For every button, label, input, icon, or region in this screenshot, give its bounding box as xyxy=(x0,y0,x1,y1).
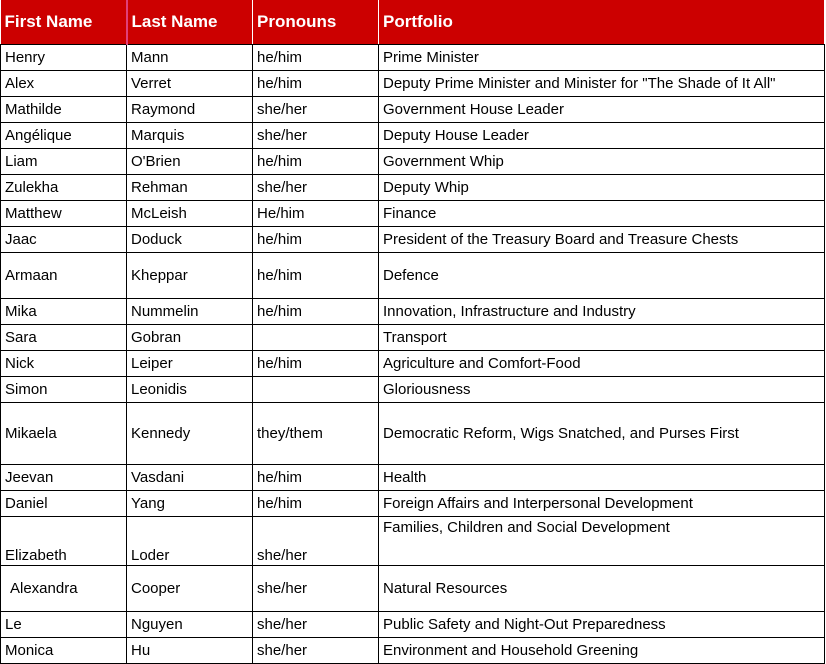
cell-first-name[interactable]: Alexandra xyxy=(1,566,127,612)
cell-first-name[interactable]: Nick xyxy=(1,351,127,377)
cell-last-name[interactable]: Leiper xyxy=(127,351,253,377)
table-row xyxy=(1,123,825,149)
cell-portfolio[interactable]: Gloriousness xyxy=(379,377,825,403)
cell-pronouns[interactable]: she/her xyxy=(253,638,379,664)
table-row xyxy=(1,566,825,612)
cell-pronouns[interactable]: he/him xyxy=(253,491,379,517)
cell-first-name[interactable]: Mika xyxy=(1,299,127,325)
table-row xyxy=(1,97,825,123)
cell-first-name[interactable]: Mikaela xyxy=(1,403,127,465)
cell-pronouns[interactable]: He/him xyxy=(253,201,379,227)
cell-portfolio[interactable]: Deputy Whip xyxy=(379,175,825,201)
cell-pronouns[interactable]: he/him xyxy=(253,71,379,97)
cell-last-name[interactable]: Loder xyxy=(127,517,253,566)
header-last-name[interactable]: Last Name xyxy=(127,0,253,45)
cell-first-name[interactable]: Jeevan xyxy=(1,465,127,491)
table-row xyxy=(1,638,825,664)
cell-last-name[interactable]: O'Brien xyxy=(127,149,253,175)
cell-pronouns[interactable]: he/him xyxy=(253,149,379,175)
cell-last-name[interactable]: Marquis xyxy=(127,123,253,149)
table-row xyxy=(1,299,825,325)
cell-last-name[interactable]: Cooper xyxy=(127,566,253,612)
header-first-name[interactable]: First Name xyxy=(1,0,127,45)
cell-first-name[interactable]: Angélique xyxy=(1,123,127,149)
cell-first-name[interactable]: Simon xyxy=(1,377,127,403)
cell-pronouns[interactable]: he/him xyxy=(253,227,379,253)
table-row xyxy=(1,491,825,517)
cell-portfolio[interactable]: Health xyxy=(379,465,825,491)
cell-pronouns[interactable] xyxy=(253,325,379,351)
header-pronouns[interactable]: Pronouns xyxy=(253,0,379,45)
cell-last-name[interactable]: Verret xyxy=(127,71,253,97)
cell-pronouns[interactable]: she/her xyxy=(253,175,379,201)
cell-last-name[interactable]: Yang xyxy=(127,491,253,517)
cell-first-name[interactable]: Sara xyxy=(1,325,127,351)
table-row xyxy=(1,351,825,377)
cell-portfolio[interactable]: Deputy Prime Minister and Minister for "The Shade of It All" xyxy=(379,71,825,97)
cell-portfolio[interactable]: Defence xyxy=(379,253,825,299)
table-row xyxy=(1,227,825,253)
cell-last-name[interactable]: McLeish xyxy=(127,201,253,227)
cell-last-name[interactable]: Rehman xyxy=(127,175,253,201)
table-row xyxy=(1,465,825,491)
table-row xyxy=(1,612,825,638)
cell-first-name[interactable]: Mathilde xyxy=(1,97,127,123)
table-row xyxy=(1,45,825,71)
cell-pronouns[interactable]: he/him xyxy=(253,299,379,325)
cell-last-name[interactable]: Vasdani xyxy=(127,465,253,491)
cell-pronouns[interactable]: he/him xyxy=(253,253,379,299)
cell-last-name[interactable]: Doduck xyxy=(127,227,253,253)
cell-first-name[interactable]: Armaan xyxy=(1,253,127,299)
cell-portfolio[interactable]: Natural Resources xyxy=(379,566,825,612)
cell-portfolio[interactable]: Prime Minister xyxy=(379,45,825,71)
cell-first-name[interactable]: Zulekha xyxy=(1,175,127,201)
cell-pronouns[interactable]: he/him xyxy=(253,465,379,491)
cell-first-name[interactable]: Alex xyxy=(1,71,127,97)
cell-portfolio[interactable]: Deputy House Leader xyxy=(379,123,825,149)
cell-last-name[interactable]: Hu xyxy=(127,638,253,664)
cell-pronouns[interactable]: he/him xyxy=(253,351,379,377)
cell-first-name[interactable]: Monica xyxy=(1,638,127,664)
cell-first-name[interactable]: Le xyxy=(1,612,127,638)
table-row xyxy=(1,253,825,299)
cell-last-name[interactable]: Leonidis xyxy=(127,377,253,403)
cell-portfolio[interactable]: Democratic Reform, Wigs Snatched, and Purses First xyxy=(379,403,825,465)
table-row xyxy=(1,325,825,351)
header-row xyxy=(1,0,825,45)
cell-portfolio[interactable]: Agriculture and Comfort-Food xyxy=(379,351,825,377)
cell-portfolio[interactable]: President of the Treasury Board and Treasure Chests xyxy=(379,227,825,253)
cell-portfolio[interactable]: Finance xyxy=(379,201,825,227)
cell-pronouns[interactable]: she/her xyxy=(253,97,379,123)
cell-last-name[interactable]: Kheppar xyxy=(127,253,253,299)
cell-portfolio[interactable]: Transport xyxy=(379,325,825,351)
cell-portfolio[interactable]: Public Safety and Night-Out Preparedness xyxy=(379,612,825,638)
cell-last-name[interactable]: Nummelin xyxy=(127,299,253,325)
cell-pronouns[interactable]: she/her xyxy=(253,566,379,612)
cell-pronouns[interactable]: she/her xyxy=(253,612,379,638)
table-row xyxy=(1,71,825,97)
table-row xyxy=(1,403,825,465)
cell-first-name[interactable]: Liam xyxy=(1,149,127,175)
cell-first-name[interactable]: Jaac xyxy=(1,227,127,253)
cell-pronouns[interactable]: he/him xyxy=(253,45,379,71)
cell-first-name[interactable]: Elizabeth xyxy=(1,517,127,566)
table-row xyxy=(1,377,825,403)
cell-portfolio[interactable]: Government House Leader xyxy=(379,97,825,123)
cell-portfolio[interactable]: Families, Children and Social Development xyxy=(379,517,825,566)
cell-pronouns[interactable] xyxy=(253,377,379,403)
cell-pronouns[interactable]: they/them xyxy=(253,403,379,465)
table-row xyxy=(1,201,825,227)
cell-last-name[interactable]: Raymond xyxy=(127,97,253,123)
cell-last-name[interactable]: Kennedy xyxy=(127,403,253,465)
table-row xyxy=(1,517,825,566)
cell-pronouns[interactable]: she/her xyxy=(253,123,379,149)
cell-first-name[interactable]: Henry xyxy=(1,45,127,71)
cell-portfolio[interactable]: Government Whip xyxy=(379,149,825,175)
header-portfolio[interactable]: Portfolio xyxy=(379,0,825,45)
cell-pronouns[interactable]: she/her xyxy=(253,517,379,566)
cell-first-name[interactable]: Matthew xyxy=(1,201,127,227)
table-row xyxy=(1,149,825,175)
table-row xyxy=(1,175,825,201)
cell-last-name[interactable]: Mann xyxy=(127,45,253,71)
cell-last-name[interactable]: Nguyen xyxy=(127,612,253,638)
cell-first-name[interactable]: Daniel xyxy=(1,491,127,517)
cell-portfolio[interactable]: Innovation, Infrastructure and Industry xyxy=(379,299,825,325)
cell-portfolio[interactable]: Environment and Household Greening xyxy=(379,638,825,664)
cell-portfolio[interactable]: Foreign Affairs and Interpersonal Development xyxy=(379,491,825,517)
cell-last-name[interactable]: Gobran xyxy=(127,325,253,351)
